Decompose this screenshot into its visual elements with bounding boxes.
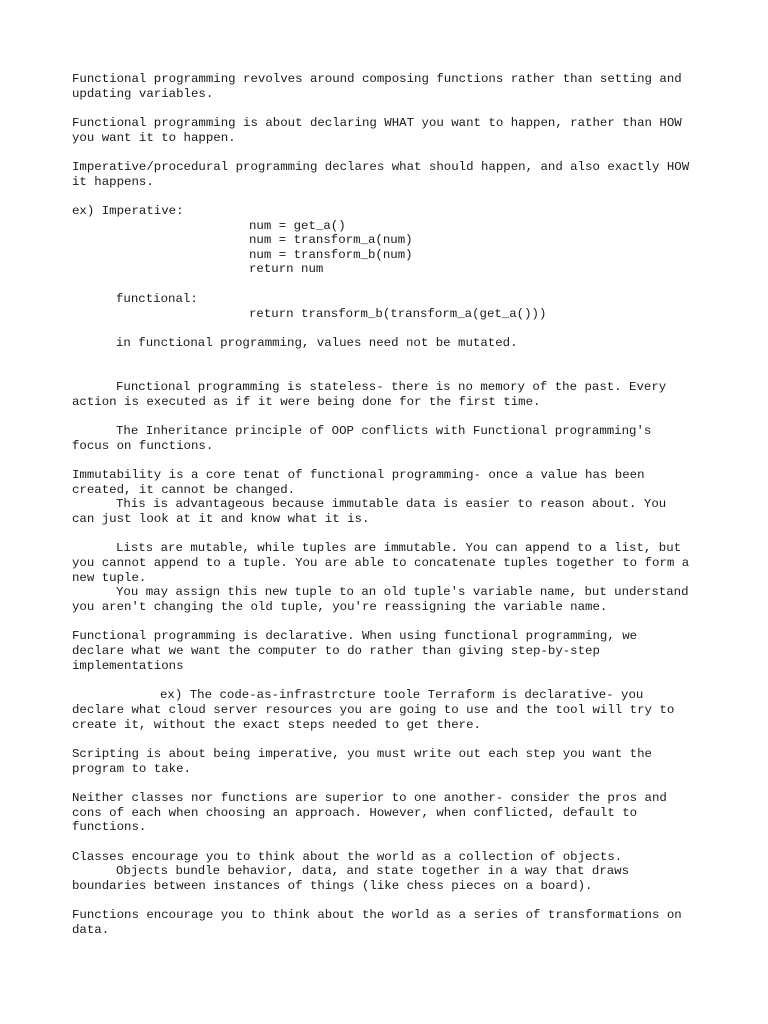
- text-line: declare what cloud server resources you are going to use and the tool will try to: [72, 703, 675, 717]
- text-line: implementations: [72, 659, 184, 673]
- text-line: Imperative/procedural programming declares what should happen, and also exactly HOW: [72, 160, 690, 174]
- text-line: program to take.: [72, 762, 191, 776]
- text-line: Functions encourage you to think about the world as a series of transformations on: [72, 908, 682, 922]
- code-line: num = get_a(): [249, 219, 346, 233]
- text-line: The Inheritance principle of OOP conflicts with Functional programming's: [116, 424, 652, 438]
- text-line: Immutability is a core tenat of functional programming- once a value has been: [72, 468, 645, 482]
- text-line: Scripting is about being imperative, you must write out each step you want the: [72, 747, 652, 761]
- text-line: create it, without the exact steps needed to get there.: [72, 718, 481, 732]
- text-line: data.: [72, 923, 110, 937]
- text-line: you want it to happen.: [72, 131, 236, 145]
- text-line: new tuple.: [72, 571, 147, 585]
- text-line: focus on functions.: [72, 439, 214, 453]
- text-line: Objects bundle behavior, data, and state together in a way that draws: [116, 864, 630, 878]
- text-line: action is executed as if it were being done for the first time.: [72, 395, 541, 409]
- text-line: can just look at it and know what it is.: [72, 512, 370, 526]
- text-line: Functional programming revolves around composing functions rather than setting and: [72, 72, 682, 86]
- text-line: This is advantageous because immutable data is easier to reason about. You: [116, 497, 667, 511]
- text-line: declare what we want the computer to do rather than giving step-by-step: [72, 644, 600, 658]
- code-line: return num: [249, 262, 324, 276]
- text-line: updating variables.: [72, 87, 214, 101]
- text-line: cons of each when choosing an approach. However, when conflicted, default to: [72, 806, 638, 820]
- text-line: ex) The code-as-infrastrcture toole Terraform is declarative- you: [160, 688, 644, 702]
- text-line: ex) Imperative:: [72, 204, 184, 218]
- text-line: Functional programming is stateless- there is no memory of the past. Every: [116, 380, 667, 394]
- text-line: boundaries between instances of things (like chess pieces on a board).: [72, 879, 593, 893]
- text-line: you cannot append to a tuple. You are able to concatenate tuples together to form a: [72, 556, 690, 570]
- text-line: you aren't changing the old tuple, you're reassigning the variable name.: [72, 600, 608, 614]
- text-line: Neither classes nor functions are superior to one another- consider the pros and: [72, 791, 667, 805]
- text-line: Functional programming is about declaring WHAT you want to happen, rather than HOW: [72, 116, 682, 130]
- code-line: num = transform_a(num): [249, 233, 413, 247]
- text-line: functions.: [72, 820, 147, 834]
- text-line: Classes encourage you to think about the world as a collection of objects.: [72, 850, 623, 864]
- text-line: created, it cannot be changed.: [72, 483, 296, 497]
- text-line: You may assign this new tuple to an old tuple's variable name, but understand: [116, 585, 689, 599]
- text-line: functional:: [116, 292, 198, 306]
- text-line: in functional programming, values need not be mutated.: [116, 336, 518, 350]
- text-line: it happens.: [72, 175, 154, 189]
- code-line: return transform_b(transform_a(get_a())): [249, 307, 547, 321]
- text-line: Lists are mutable, while tuples are immutable. You can append to a list, but: [116, 541, 682, 555]
- text-line: Functional programming is declarative. When using functional programming, we: [72, 629, 638, 643]
- code-line: num = transform_b(num): [249, 248, 413, 262]
